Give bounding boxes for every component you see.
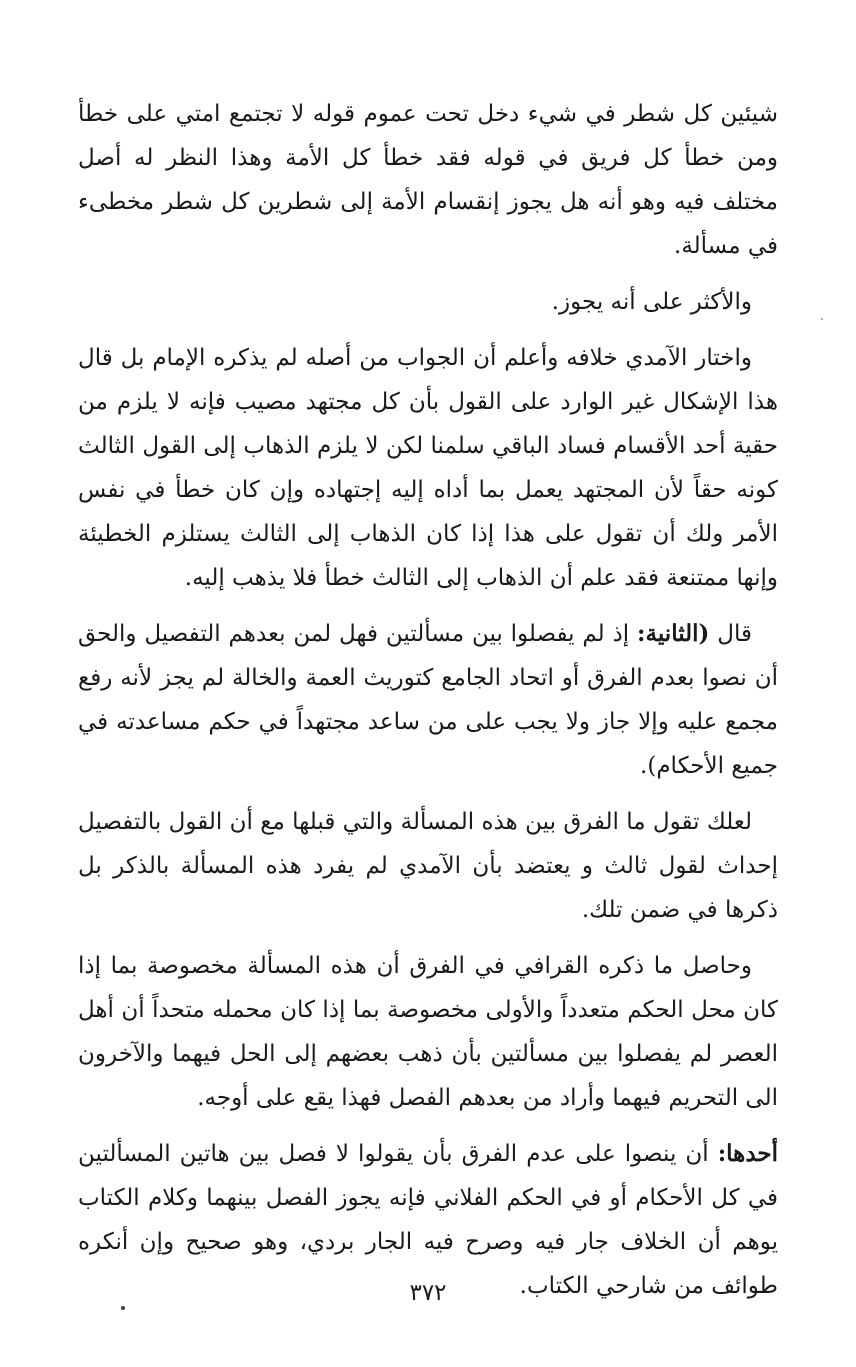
paragraph-5-text: لعلك تقول ما الفرق بين هذه المسألة والتي قبلها مع أن القول بالتفصيل إحداث لقول ثالث و يعتضد بأن الآمدي لم يفرد هذه المسألة بالذكر بل ذكرها في ضمن تلك. [78, 809, 778, 923]
paragraph-7-text: أن ينصوا على عدم الفرق بأن يقولوا لا فصل بين هاتين المسألتين في كل الأحكام أو في الحكم الفلاني فإنه يجوز الفصل بينهما وكلام الكتاب يوهم أن الخلاف جار فيه وصرح فيه الجار بردي، وهو صحيح وإن أنكره طوائف من شارحي الكتاب. [78, 1141, 778, 1299]
page-body [78, 92, 778, 1320]
paragraph-7-heading: أحدها: [717, 1140, 778, 1167]
paragraph-1-text: شيئين كل شطر في شيء دخل تحت عموم قوله لا تجتمع امتي على خطأ ومن خطأ كل فريق في قوله فقد خطأ كل الأمة وهذا النظر له أصل مختلف فيه وهو أنه هل يجوز إنقسام الأمة إلى شطرين كل شطر مخطىء في مسألة. [78, 101, 778, 259]
scan-speck-small [821, 318, 823, 320]
paragraph-4 [78, 612, 778, 788]
paragraph-4-lead: قال [709, 621, 752, 647]
paragraph-1 [78, 92, 778, 268]
paragraph-2 [78, 280, 778, 324]
paragraph-6-text: وحاصل ما ذكره القرافي في الفرق أن هذه المسألة مخصوصة بما إذا كان محل الحكم متعدداً والأولى مخصوصة بما إذا كان محمله متحداً أن أهل العصر لم يفصلوا بين مسألتين بأن ذهب بعضهم إلى الحل فيهما والآخرون الى التحريم فيهما وأراد من بعدهم الفصل فهذا يقع على أوجه. [78, 953, 778, 1111]
scan-speck [121, 1306, 125, 1310]
paragraph-2-text: والأكثر على أنه يجوز. [551, 289, 752, 315]
paragraph-4-text: إذ لم يفصلوا بين مسألتين فهل لمن بعدهم التفصيل والحق أن نصوا بعدم الفرق أو اتحاد الجامع كتوريث العمة والخالة لم يجز لأنه رفع مجمع عليه وإلا جاز ولا يجب على من ساعد مجتهداً في حكم مساعدته في جميع الأحكام). [78, 621, 778, 779]
paragraph-3 [78, 336, 778, 600]
paragraph-3-text: واختار الآمدي خلافه وأعلم أن الجواب من أصله لم يذكره الإمام بل قال هذا الإشكال غير الوارد على القول بأن كل مجتهد مصيب فإنه لا يلزم من حقية أحد الأقسام فساد الباقي سلمنا لكن لا يلزم الذهاب إلى القول الثالث كونه حقاً لأن المجتهد يعمل بما أداه إليه إجتهاده وإن كان خطأ في نفس الأمر ولك أن تقول على هذا إذا كان الذهاب إلى الثالث يستلزم الخطيئة وإنها ممتنعة فقد علم أن الذهاب إلى الثالث خطأ فلا يذهب إليه. [78, 345, 778, 591]
paragraph-5 [78, 800, 778, 932]
paragraph-6 [78, 944, 778, 1120]
paragraph-4-heading: (الثانية: [637, 620, 710, 647]
page-number: ٣٧٢ [409, 1280, 447, 1306]
